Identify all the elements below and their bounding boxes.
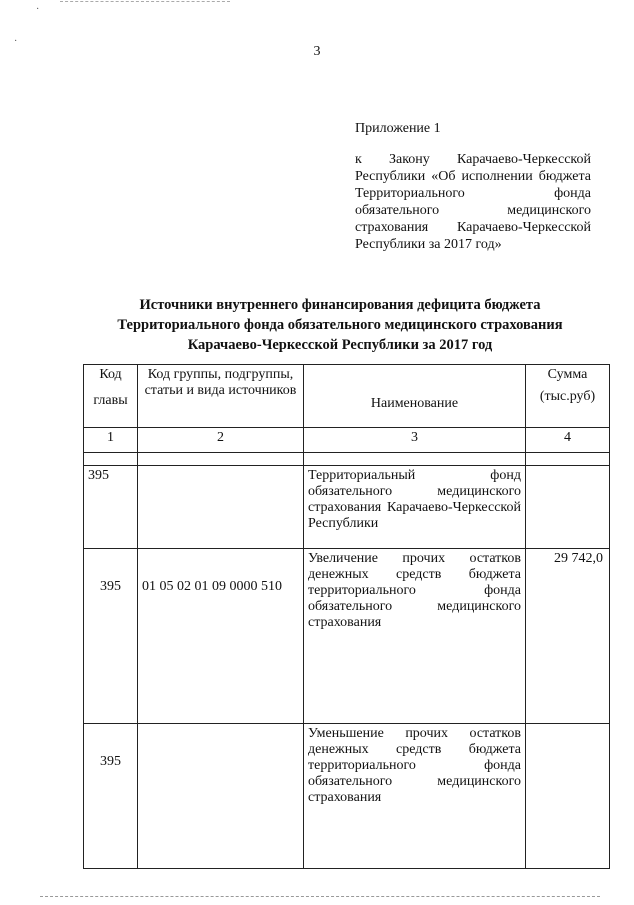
page-number: 3 — [313, 44, 321, 59]
heading-line: Карачаево-Черкесской Республики за 2017 год — [187, 337, 493, 353]
document-heading — [60, 295, 620, 355]
scan-top-edge — [60, 1, 230, 2]
name-cell: Уменьшение прочих остатков денежных средств бюджета территориального фонда обязательного медицинского страхования — [304, 724, 526, 869]
appendix-block — [355, 120, 591, 253]
sum-cell — [526, 466, 610, 549]
column-number-row — [84, 428, 610, 453]
column-number: 2 — [138, 428, 304, 453]
column-number: 1 — [84, 428, 138, 453]
name-cell: Территориальный фонд обязательного медицинского страхования Карачаево-Черкесской Республики — [304, 466, 526, 549]
appendix-text: к Закону Карачаево-Черкесской Республики «Об исполнении бюджета Территориального фонда обязательного медицинского страхования Карачаево-Черкесской Республики за 2017 год» — [355, 152, 591, 252]
scan-dot: · — [36, 4, 40, 15]
header-chapter-code: Код главы — [84, 365, 138, 428]
table-row — [84, 466, 610, 549]
header-sum: Сумма (тыс.руб) — [526, 365, 610, 428]
financing-sources-table — [83, 364, 610, 869]
group-code-cell — [138, 724, 304, 869]
appendix-title: Приложение 1 — [355, 121, 441, 136]
spacer-row — [84, 453, 610, 466]
sum-cell — [526, 724, 610, 869]
scan-bottom-edge — [40, 896, 600, 897]
group-code-cell — [138, 466, 304, 549]
column-number: 3 — [304, 428, 526, 453]
sum-cell: 29 742,0 — [526, 549, 610, 724]
chapter-code-cell: 395 — [84, 466, 138, 549]
group-code-cell: 01 05 02 01 09 0000 510 — [138, 549, 304, 724]
header-group-code: Код группы, подгруппы, статьи и вида источников — [138, 365, 304, 428]
table-row — [84, 549, 610, 724]
heading-line: Территориального фонда обязательного медицинского страхования — [117, 317, 563, 333]
chapter-code-cell: 395 — [84, 724, 138, 869]
scan-dot: · — [14, 36, 18, 47]
chapter-code-cell: 395 — [84, 549, 138, 724]
heading-line: Источники внутреннего финансирования дефицита бюджета — [139, 297, 541, 313]
name-cell: Увеличение прочих остатков денежных средств бюджета территориального фонда обязательного медицинского страхования — [304, 549, 526, 724]
table-row — [84, 724, 610, 869]
table-header-row — [84, 365, 610, 428]
column-number: 4 — [526, 428, 610, 453]
header-name: Наименование — [304, 365, 526, 428]
